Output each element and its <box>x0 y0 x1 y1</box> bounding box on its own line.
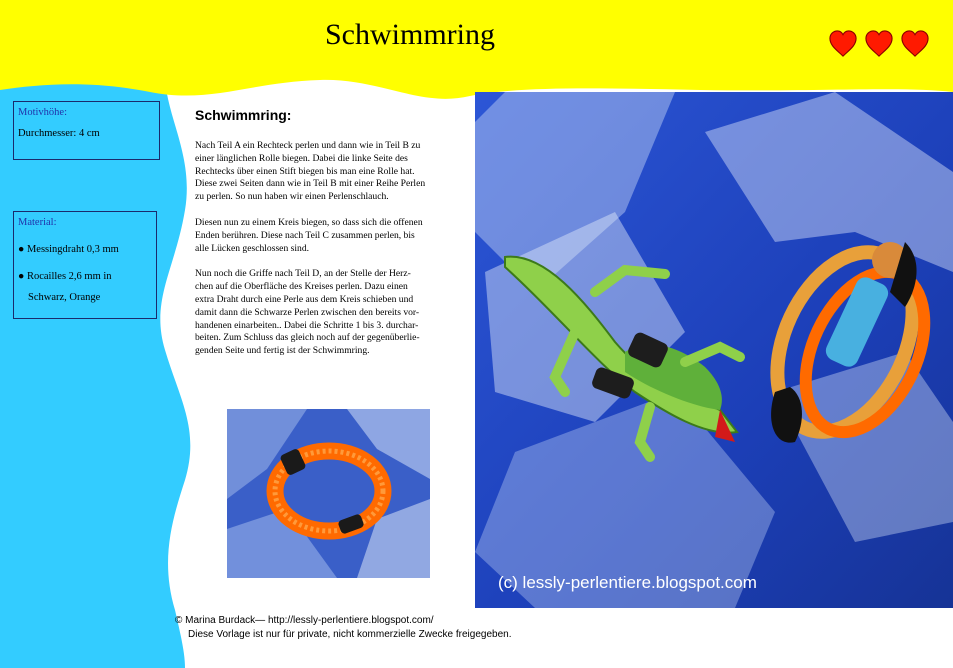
material-item: Schwarz, Orange <box>28 292 101 303</box>
main-photo <box>475 92 953 608</box>
instructions-paragraph: Diesen nun zu einem Kreis biegen, so dass sich die offenen Enden berühren. Diese nach Teil C zusammen perlen, bis alle Lücken geschlossen sind. <box>195 216 423 254</box>
footer-copyright: © Marina Burdack— http://lessly-perlentiere.blogspot.com/ <box>175 615 434 626</box>
motiv-value: Durchmesser: 4 cm <box>18 128 100 139</box>
footer <box>175 614 511 642</box>
motiv-label: Motivhöhe: <box>18 107 67 118</box>
motiv-height-box <box>13 101 160 160</box>
instructions-paragraph: Nach Teil A ein Rechteck perlen und dann wie in Teil B zu einer länglichen Rolle biegen. Dabei die linke Seite des Rechtecks über einen Stift biegen bis man eine Rolle hat. Diese zwei Seiten dann wie in Teil B mit einer Reihe Perlen zu perlen. So nun haben wir einen Perlenschlauch. <box>195 140 426 203</box>
heart-icon <box>864 30 894 58</box>
photo-watermark: (c) lessly-perlentiere.blogspot.com <box>498 573 757 592</box>
heart-icon <box>900 30 930 58</box>
heart-icon <box>828 30 858 58</box>
material-label: Material: <box>18 217 57 228</box>
material-item: ● Messingdraht 0,3 mm <box>18 244 119 255</box>
material-item: ● Rocailles 2,6 mm in <box>18 271 112 282</box>
page-title: Schwimmring <box>325 18 495 51</box>
material-box <box>13 211 157 319</box>
difficulty-rating <box>828 30 930 58</box>
instructions-text <box>195 140 475 371</box>
footer-license: Diese Vorlage ist nur für private, nicht kommerzielle Zwecke freigegeben. <box>188 629 512 640</box>
instructions-title: Schwimmring: <box>195 107 292 123</box>
instructions-paragraph: Nun noch die Griffe nach Teil D, an der Stelle der Herz- chen auf die Oberfläche des Kreises perlen. Dazu einen extra Draht durch eine Perle aus dem Kreis schieben und damit dann die Schwarze Perlen zwischen den bereits vor- handenen einarbeiten.. Dabei die Schritte 1 bis 3. durchar- beiten. Zum Schluss das gleich noch auf der gegenüberlie- genden Seite und fertig ist der Schwimmring. <box>195 268 420 357</box>
ring-photo <box>227 409 430 578</box>
